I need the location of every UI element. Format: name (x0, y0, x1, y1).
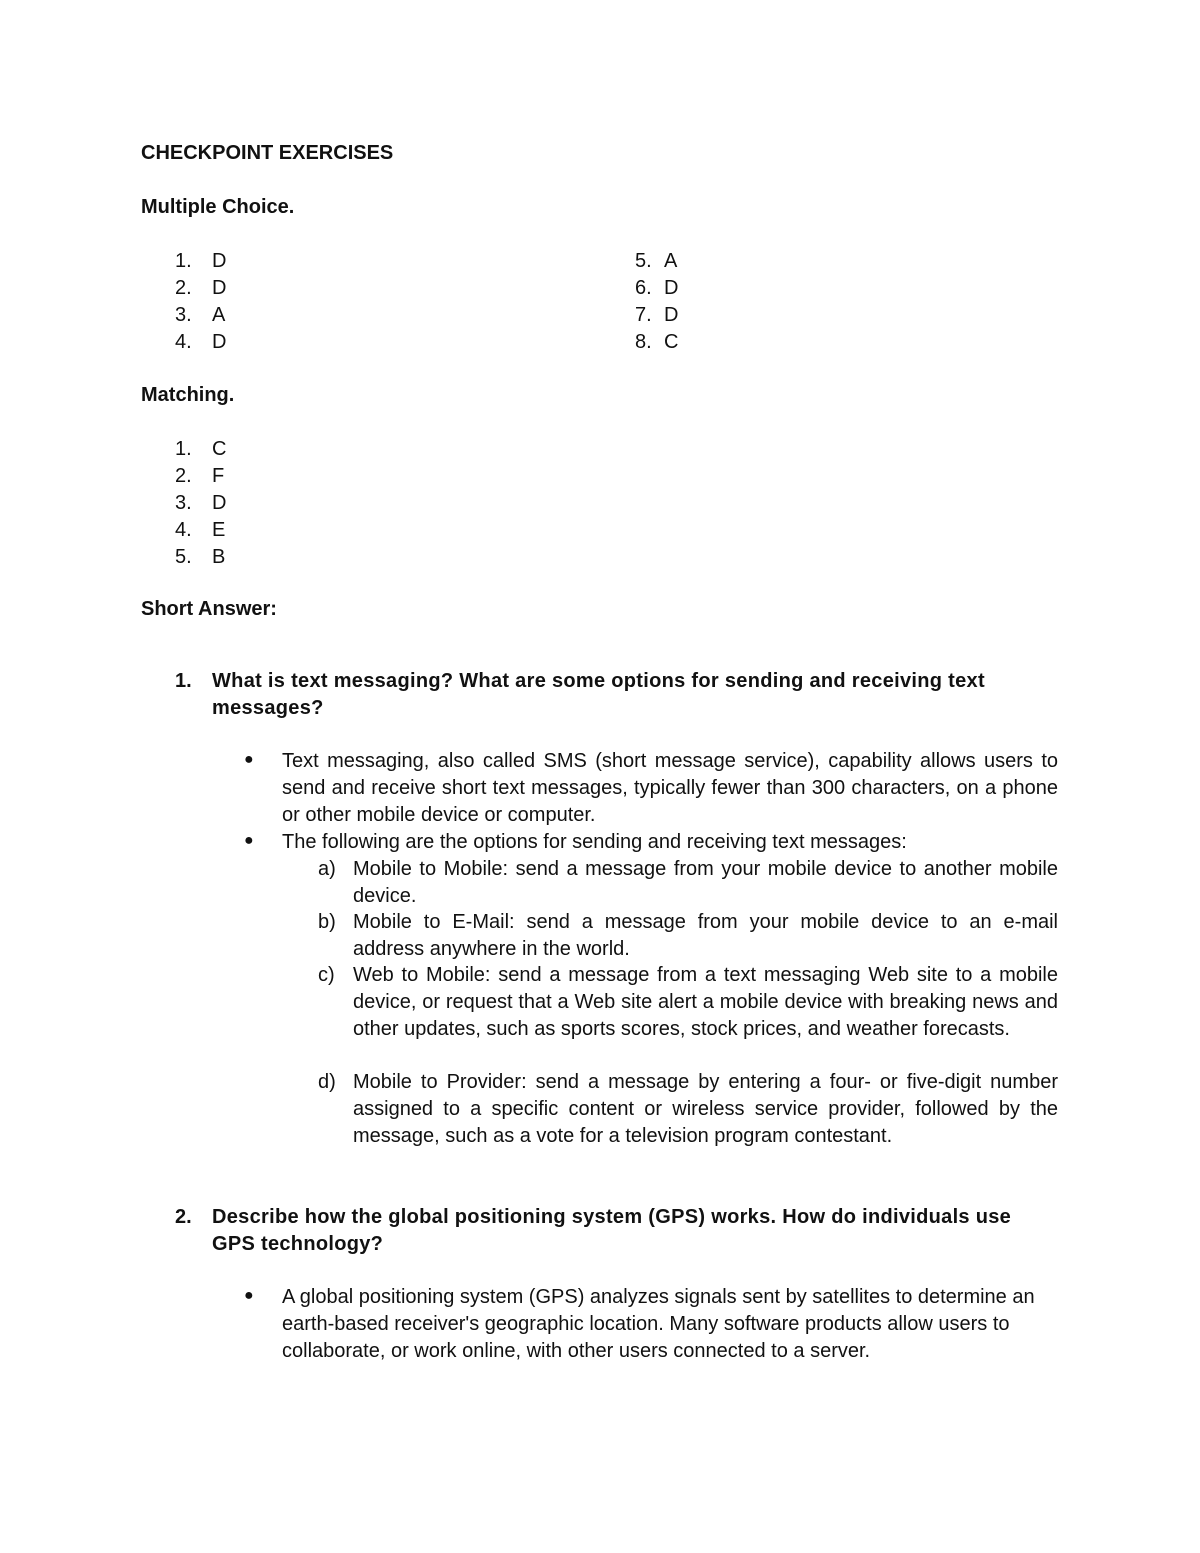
answer-number: 4. (175, 331, 192, 353)
answer-number: 5. (635, 250, 652, 272)
question-number: 1. (175, 670, 192, 692)
option-label: c) (318, 964, 335, 986)
answer-letter: D (212, 250, 227, 272)
answer-number: 7. (635, 304, 652, 326)
question-text: Describe how the global positioning system (GPS) works. How do individuals use GPS technology? (212, 1206, 1012, 1255)
answer-letter: F (212, 465, 225, 487)
answer-item (175, 517, 226, 544)
answer-letter: D (664, 304, 679, 326)
option-text: Mobile to Provider: send a message by entering a four- or five-digit number assigned to a specific content or wireless service provider, followed by the message, such as a vote for a television program contestant. (353, 1071, 1058, 1147)
answer-item (635, 248, 678, 275)
option-label: b) (318, 911, 336, 933)
answer-number: 8. (635, 331, 652, 353)
answer-letter: D (664, 277, 679, 299)
answer-letter: C (664, 331, 679, 353)
document-title: CHECKPOINT EXERCISES (141, 142, 394, 164)
answer-letter: D (212, 331, 227, 353)
answer-letter: A (212, 304, 226, 326)
bullet-icon: ● (244, 1287, 254, 1304)
answer-number: 2. (175, 465, 192, 487)
answer-item (175, 302, 226, 329)
answer-item (635, 302, 679, 329)
bullet-icon: ● (244, 751, 254, 768)
answer-letter: D (212, 492, 227, 514)
answer-item (635, 275, 679, 302)
option-label: d) (318, 1071, 336, 1093)
option-label: a) (318, 858, 336, 880)
answer-paragraph: A global positioning system (GPS) analyzes signals sent by satellites to determine an earth-based receiver's geographic location. Many software products allow users to collaborate, or work online, with other users connected to a server. (282, 1286, 1035, 1362)
answer-item (175, 248, 227, 275)
question-number: 2. (175, 1206, 192, 1228)
option-text: Web to Mobile: send a message from a text messaging Web site to a mobile device, or request that a Web site alert a mobile device with breaking news and other updates, such as sports scores, stock prices, and weather forecasts. (353, 964, 1058, 1040)
answer-paragraph: Text messaging, also called SMS (short message service), capability allows users to send and receive short text messages, typically fewer than 300 characters, on a phone or other mobile device or computer. (282, 750, 1058, 826)
answer-letter: E (212, 519, 226, 541)
answer-letter: A (664, 250, 678, 272)
multiple-choice-heading: Multiple Choice. (141, 196, 295, 218)
answer-item (175, 329, 227, 356)
bullet-icon: ● (244, 832, 254, 849)
answer-number: 6. (635, 277, 652, 299)
answer-letter: D (212, 277, 227, 299)
matching-heading: Matching. (141, 384, 235, 406)
answer-item (175, 544, 226, 571)
answer-number: 2. (175, 277, 192, 299)
short-answer-heading: Short Answer: (141, 598, 277, 620)
option-text: Mobile to E-Mail: send a message from your mobile device to an e-mail address anywhere in the world. (353, 911, 1058, 960)
answer-item (175, 463, 225, 490)
answer-number: 4. (175, 519, 192, 541)
answer-letter: B (212, 546, 226, 568)
answer-number: 3. (175, 304, 192, 326)
answer-item (635, 329, 679, 356)
answer-number: 3. (175, 492, 192, 514)
answer-paragraph: The following are the options for sending and receiving text messages: (282, 831, 907, 853)
question-text: What is text messaging? What are some options for sending and receiving text messages? (212, 670, 985, 719)
answer-number: 1. (175, 438, 192, 460)
answer-item (175, 490, 227, 517)
answer-number: 1. (175, 250, 192, 272)
answer-item (175, 275, 227, 302)
option-text: Mobile to Mobile: send a message from your mobile device to another mobile device. (353, 858, 1058, 907)
answer-item (175, 436, 227, 463)
answer-letter: C (212, 438, 227, 460)
answer-number: 5. (175, 546, 192, 568)
